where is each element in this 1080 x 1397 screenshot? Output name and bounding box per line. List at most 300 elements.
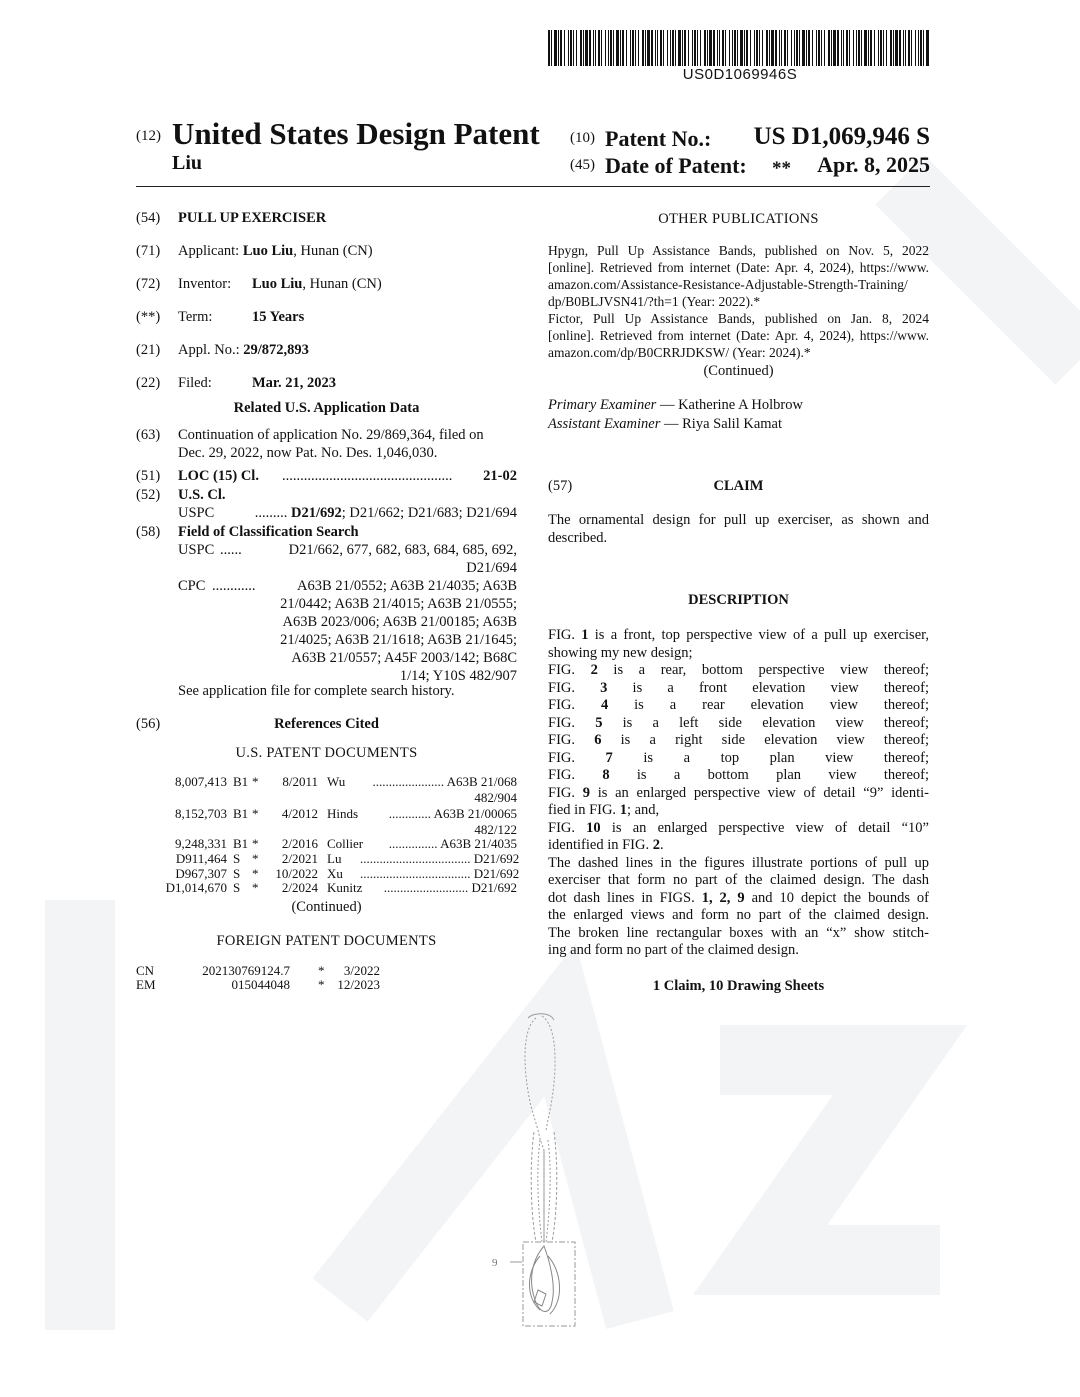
inid-code-10: (10)	[570, 130, 595, 146]
ref-name: Xu	[327, 866, 343, 881]
figure-number: 6	[594, 732, 602, 748]
description-text-segment: ing and form no part of the claimed design.	[548, 942, 799, 958]
barcode-bar	[833, 30, 836, 66]
inid-code-52: (52)	[136, 487, 161, 503]
barcode-bar	[613, 30, 614, 66]
foreign-number: 015044048	[231, 977, 290, 992]
ref-number: D1,014,670	[165, 880, 227, 895]
barcode-bar	[740, 30, 743, 66]
barcode-bar	[893, 30, 894, 66]
description-text-segment: is an enlarged perspective view of detail “10”	[600, 819, 929, 836]
barcode-bar	[858, 30, 860, 66]
barcode-bar	[605, 30, 606, 66]
ref-name: Collier	[327, 836, 364, 851]
figure-number: 2	[590, 662, 598, 678]
field-of-search-label: Field of Classification Search	[178, 524, 359, 540]
barcode-bar	[856, 30, 857, 66]
application-number-field	[178, 341, 309, 359]
barcode-bar	[651, 30, 653, 66]
barcode-bar	[616, 30, 619, 66]
assistant-examiner-name: — Riya Salil Kamat	[660, 416, 782, 432]
publication-line: Hpygn, Pull Up Assistance Bands, published on Nov. 5, 2022	[548, 243, 929, 258]
barcode-bar	[595, 30, 596, 66]
barcode-bar	[704, 30, 706, 66]
term-label: Term:	[178, 309, 213, 325]
barcode-bar	[821, 30, 822, 66]
term-extension-marker: **	[772, 158, 791, 179]
primary-examiner-name: — Katherine A Holbrow	[656, 397, 803, 413]
ref-number: 8,007,413	[175, 774, 227, 789]
document-type: United States Design Patent	[172, 116, 540, 151]
barcode-bar	[766, 30, 768, 66]
description-line	[548, 697, 929, 715]
inid-code-54: (54)	[136, 210, 161, 226]
application-number-label: Appl. No.:	[178, 342, 240, 358]
description-text-segment: is a front elevation view thereof;	[607, 679, 929, 696]
description-text-segment: is a right side elevation view thereof;	[601, 732, 930, 748]
ref-leader-dots: ......................	[372, 774, 445, 789]
barcode-bar	[670, 30, 671, 66]
barcode-bar	[692, 30, 693, 66]
ref-secondary-class: 482/904	[474, 790, 517, 805]
barcode-bar	[593, 30, 594, 66]
ref-secondary-class: 482/122	[474, 822, 517, 837]
barcode-bar	[734, 30, 736, 66]
description-text-segment: FIG.	[548, 697, 601, 713]
barcode-bar	[870, 30, 872, 66]
inid-code-51: (51)	[136, 468, 161, 484]
barcode-bar	[926, 30, 929, 66]
barcode-bar	[864, 30, 867, 66]
barcode-bar	[548, 30, 550, 66]
figure-number: 1	[581, 627, 589, 643]
representative-drawing	[480, 1010, 610, 1330]
description-heading: DESCRIPTION	[688, 592, 789, 608]
foreign-patent-documents-heading: FOREIGN PATENT DOCUMENTS	[216, 933, 437, 949]
inventor-surname: Liu	[172, 152, 203, 174]
barcode-bar	[585, 30, 588, 66]
us-classification-label: U.S. Cl.	[178, 487, 226, 503]
cpc-label: CPC	[178, 578, 206, 594]
barcode-bar	[729, 30, 730, 66]
barcode-bar	[608, 30, 609, 66]
barcode-bar	[570, 30, 572, 66]
description-text-segment: FIG.	[548, 627, 582, 643]
foreign-country: CN	[136, 963, 155, 978]
barcode-bar	[684, 30, 686, 66]
applicant-location: , Hunan (CN)	[293, 243, 373, 259]
claim-text-line-2: described.	[548, 530, 608, 546]
claims-summary: 1 Claim, 10 Drawing Sheets	[652, 978, 825, 994]
barcode-bar	[598, 30, 600, 66]
ref-class-value: A63B 21/4035	[440, 836, 517, 851]
ref-kind: B1	[233, 836, 249, 851]
barcode-bar	[878, 30, 879, 66]
primary-examiner-label: Primary Examiner	[548, 397, 657, 413]
barcode-bar	[709, 30, 712, 66]
barcode-bar	[725, 30, 726, 66]
description-line	[548, 750, 929, 768]
description-line	[548, 767, 929, 785]
inid-code-21: (21)	[136, 342, 161, 358]
ref-leader-dots: ..........................	[383, 880, 469, 895]
ref-date: 10/2022	[275, 866, 318, 881]
ref-class-value: A63B 21/068	[446, 774, 517, 789]
inid-code-57: (57)	[548, 478, 573, 494]
ref-star: *	[252, 806, 259, 821]
description-text-segment: FIG.	[548, 714, 596, 731]
ref-classification	[360, 851, 520, 866]
inid-code-56: (56)	[136, 716, 161, 732]
barcode-bar	[754, 30, 755, 66]
related-data-heading: Related U.S. Application Data	[233, 400, 420, 416]
uspc-leader-dots: .........	[254, 505, 288, 521]
barcode-bar	[837, 30, 839, 66]
ref-kind: S	[233, 866, 241, 881]
barcode-bar	[762, 30, 763, 66]
description-line	[548, 855, 929, 873]
cpc-line: A63B 2023/006; A63B 21/00185; A63B	[282, 614, 517, 630]
description-line	[548, 802, 929, 820]
uspc-classes	[215, 504, 517, 522]
ref-classification	[360, 836, 517, 851]
barcode-bar	[874, 30, 875, 66]
barcode-bar	[903, 30, 904, 66]
barcode-bar	[784, 30, 786, 66]
figure-number: 1	[619, 802, 627, 818]
barcode-bar	[775, 30, 777, 66]
description-text-segment: is an enlarged perspective view of detail “9” identi-	[589, 784, 929, 801]
barcode-bar	[620, 30, 621, 66]
us-patent-documents-heading: U.S. PATENT DOCUMENTS	[235, 745, 418, 761]
barcode-bar	[849, 30, 850, 66]
us-references-continued: (Continued)	[291, 899, 362, 915]
ref-star: *	[252, 880, 259, 895]
ref-star: *	[252, 836, 259, 851]
loc-classification-value: 21-02	[483, 468, 517, 484]
barcode-bar	[707, 30, 708, 66]
description-line	[548, 715, 929, 733]
description-text-segment: The broken line rectangular boxes with an “x” show stitch-	[548, 924, 929, 941]
figure-number: 4	[600, 697, 609, 713]
description-text-segment: exerciser that form no part of the claimed design. The dash	[548, 872, 929, 888]
description-text-segment: is a bottom plan view thereof;	[609, 767, 929, 783]
filed-label: Filed:	[178, 375, 212, 391]
barcode-bar	[796, 30, 798, 66]
uspc-main-class: D21/692	[291, 505, 342, 521]
filed-date: Mar. 21, 2023	[252, 375, 337, 391]
barcode-bar	[573, 30, 574, 66]
assistant-examiner	[548, 415, 782, 433]
applicant-label: Applicant:	[178, 243, 240, 259]
barcode-bar	[660, 30, 662, 66]
ref-date: 2/2024	[281, 880, 318, 895]
inid-code-12: (12)	[136, 128, 161, 144]
description-text-segment: is a rear elevation view thereof;	[608, 697, 929, 713]
description-text-segment: showing my new design;	[548, 644, 693, 661]
continuation-line-1: Continuation of application No. 29/869,364, filed on	[178, 427, 484, 443]
cpc-leader-dots: ............	[212, 578, 256, 594]
ref-number: D911,464	[175, 851, 227, 866]
barcode-bar	[791, 30, 792, 66]
ref-leader-dots: ...............	[388, 836, 438, 851]
barcode-bar	[895, 30, 898, 66]
ref-kind: S	[233, 880, 241, 895]
ref-class-value: D21/692	[473, 866, 520, 881]
ref-date: 2/2021	[281, 851, 318, 866]
description-line	[548, 925, 929, 943]
barcode-bar	[622, 30, 624, 66]
search-uspc-label: USPC	[178, 542, 215, 558]
barcode-bar	[655, 30, 656, 66]
assistant-examiner-label: Assistant Examiner	[548, 416, 661, 432]
barcode-bar	[802, 30, 805, 66]
barcode-bar	[564, 30, 565, 66]
barcode-bar	[610, 30, 612, 66]
barcode-bar	[722, 30, 724, 66]
term-code: (**)	[136, 309, 161, 325]
barcode-bar	[781, 30, 782, 66]
barcode-bar	[918, 30, 919, 66]
barcode-bar	[799, 30, 800, 66]
description-text-segment: dot dash lines in FIGS.	[548, 889, 702, 906]
description-line	[548, 890, 929, 908]
application-number: 29/872,893	[243, 342, 309, 358]
claim-text-line-1: The ornamental design for pull up exerciser, as shown and	[548, 512, 929, 528]
barcode-bar	[688, 30, 689, 66]
description-line	[548, 942, 929, 960]
foreign-country: EM	[136, 977, 156, 992]
barcode-bar	[589, 30, 591, 66]
description-line	[548, 872, 929, 890]
inventor-name: Luo Liu	[252, 276, 303, 292]
description-text-segment: the enlarged views and form no part of the claimed design.	[548, 907, 929, 923]
ref-kind: B1	[233, 774, 249, 789]
description-text-segment: is a left side elevation view thereof;	[602, 714, 929, 731]
barcode-bar	[645, 30, 646, 66]
barcode-bar	[828, 30, 830, 66]
barcode-bar	[853, 30, 854, 66]
barcode-bar	[697, 30, 698, 66]
barcode-bar	[551, 30, 552, 66]
description-text-segment: FIG.	[548, 819, 587, 836]
loc-leader-dots: ...............................................	[282, 468, 453, 484]
figure-number: 3	[600, 679, 608, 696]
inid-code-45: (45)	[570, 157, 595, 173]
patent-title: PULL UP EXERCISER	[178, 210, 327, 226]
uspc-label: USPC	[178, 505, 215, 521]
foreign-number: 202130769124.7	[202, 963, 290, 978]
barcode-bar	[908, 30, 910, 66]
barcode-bar	[642, 30, 644, 66]
header-divider	[136, 186, 930, 187]
description-line	[548, 820, 929, 838]
primary-examiner	[548, 396, 803, 414]
detail-9-label: 9	[492, 1257, 498, 1269]
barcode-bar	[841, 30, 842, 66]
barcode-bar	[719, 30, 720, 66]
barcode-bar	[558, 30, 559, 66]
barcode-bar	[576, 30, 577, 66]
barcode-bar	[824, 30, 825, 66]
cpc-line: 1/14; Y10S 482/907	[399, 668, 517, 684]
barcode-bar	[717, 30, 718, 66]
ref-class-value: D21/692	[473, 851, 520, 866]
barcode-bar	[560, 30, 562, 66]
barcode-bar	[911, 30, 912, 66]
barcode-bar	[744, 30, 745, 66]
patent-number-label: Patent No.:	[605, 126, 712, 151]
barcode-bar	[846, 30, 848, 66]
publication-line: [online]. Retrieved from internet (Date: Apr. 4, 2024), https://www.	[548, 260, 929, 275]
cpc-classes	[248, 577, 517, 685]
search-uspc-dots: ......	[220, 542, 242, 558]
ref-class-value: A63B 21/00065	[433, 806, 517, 821]
barcode-bar	[816, 30, 817, 66]
description-line	[548, 837, 929, 855]
foreign-star: *	[318, 977, 325, 992]
barcode-bar	[657, 30, 658, 66]
ref-classification	[360, 774, 517, 789]
description-line	[548, 680, 929, 698]
barcode-bar	[831, 30, 832, 66]
description-text-segment: FIG.	[548, 662, 591, 678]
barcode-bar	[923, 30, 924, 66]
barcode-bar	[647, 30, 650, 66]
figure-number: 7	[605, 749, 613, 766]
applicant-name: Luo Liu	[242, 243, 294, 259]
barcode-bar	[630, 30, 631, 66]
barcode-bar	[638, 30, 639, 66]
barcode-bar	[672, 30, 674, 66]
barcode-bar	[880, 30, 882, 66]
figure-number: 9	[582, 784, 590, 801]
other-publications-list	[548, 242, 929, 361]
description-line	[548, 732, 929, 750]
description-text-segment: ; and,	[626, 802, 660, 818]
barcode-bar	[868, 30, 869, 66]
publication-line: Fictor, Pull Up Assistance Bands, published on Jan. 8, 2024	[548, 311, 929, 326]
barcode-bar	[843, 30, 844, 66]
barcode-bar	[583, 30, 584, 66]
figure-number: 8	[602, 767, 610, 783]
ref-number: D967,307	[175, 866, 227, 881]
search-uspc-line-2: D21/694	[466, 560, 517, 576]
description-text-segment: identified in FIG.	[548, 837, 653, 853]
ref-number: 8,152,703	[175, 806, 227, 821]
ref-classification	[360, 806, 517, 821]
publication-line: [online]. Retrieved from internet (Date: Apr. 4, 2024), https://www.	[548, 328, 929, 343]
barcode-bar	[746, 30, 748, 66]
description-text-segment: fied in FIG.	[548, 802, 620, 818]
barcode-bar	[915, 30, 916, 66]
description-text-segment: FIG.	[548, 767, 603, 783]
figure-number: 5	[595, 714, 603, 731]
ref-star: *	[252, 851, 259, 866]
patent-number: US D1,069,946 S	[753, 123, 930, 150]
barcode-bar	[554, 30, 557, 66]
barcode-bar	[632, 30, 634, 66]
description-line	[548, 662, 929, 680]
barcode-bar	[890, 30, 892, 66]
ref-leader-dots: ..................................	[360, 866, 471, 881]
other-publications-heading: OTHER PUBLICATIONS	[658, 211, 819, 227]
barcode-bar	[601, 30, 602, 66]
barcode-bar	[700, 30, 701, 66]
barcode-bar	[694, 30, 696, 66]
barcode-bar	[899, 30, 901, 66]
foreign-date: 12/2023	[337, 977, 380, 992]
description-text-segment: FIG.	[548, 679, 601, 696]
publication-line: dp/B0BLJVSN41/?th=1 (Year: 2022).*	[548, 294, 761, 309]
ref-number: 9,248,331	[175, 836, 227, 851]
barcode-bar	[886, 30, 887, 66]
inventor-location: , Hunan (CN)	[302, 276, 382, 292]
barcode-bar	[737, 30, 738, 66]
barcode-bar	[626, 30, 627, 66]
inid-code-63: (63)	[136, 427, 161, 443]
cpc-line: 21/4025; A63B 21/1618; A63B 21/1645;	[280, 632, 517, 648]
publication-line: amazon.com/Assistance-Resistance-Adjustable-Strength-Training/	[548, 277, 908, 292]
barcode-bar	[678, 30, 681, 66]
description-line	[548, 907, 929, 925]
barcode-bar	[861, 30, 862, 66]
ref-name: Kunitz	[327, 880, 363, 895]
inventor-field	[252, 275, 382, 293]
barcode-bar	[580, 30, 582, 66]
ref-leader-dots: .............	[388, 806, 432, 821]
description-line	[548, 627, 929, 645]
barcode-bar	[713, 30, 715, 66]
barcode-bar	[769, 30, 770, 66]
inventor-label: Inventor:	[178, 276, 232, 292]
continuation-line-2: Dec. 29, 2022, now Pat. No. Des. 1,046,030.	[178, 445, 438, 461]
inid-code-72: (72)	[136, 276, 161, 292]
publications-continued: (Continued)	[703, 363, 774, 379]
see-application-file: See application file for complete search history.	[178, 683, 455, 699]
barcode-bar	[779, 30, 780, 66]
ref-name: Wu	[327, 774, 346, 789]
ref-leader-dots: ..................................	[360, 851, 471, 866]
figure-number: 1, 2, 9	[701, 889, 745, 906]
barcode	[548, 30, 932, 66]
date-of-patent: Apr. 8, 2025	[817, 152, 930, 177]
ref-classification	[360, 866, 520, 881]
barcode-bar	[794, 30, 795, 66]
loc-classification-label: LOC (15) Cl.	[178, 468, 259, 484]
description-text-segment: The dashed lines in the figures illustrate portions of pull up	[548, 854, 929, 871]
figure-number: 2	[652, 837, 660, 853]
figure-number: 10	[586, 819, 601, 836]
barcode-bar	[675, 30, 676, 66]
ref-class-value: D21/692	[471, 880, 517, 895]
foreign-date: 3/2022	[343, 963, 380, 978]
barcode-bar	[920, 30, 922, 66]
ref-date: 4/2012	[281, 806, 318, 821]
ref-date: 2/2016	[281, 836, 318, 851]
description-text-segment: FIG.	[548, 732, 595, 748]
description-text-segment: and 10 depict the bounds of	[744, 889, 930, 906]
ref-name: Hinds	[327, 806, 359, 821]
description-text-segment: .	[659, 837, 664, 853]
barcode-bar	[682, 30, 683, 66]
description-text-segment: FIG.	[548, 784, 583, 801]
barcode-bar	[787, 30, 788, 66]
barcode-bar	[568, 30, 569, 66]
barcode-bar	[635, 30, 636, 66]
inid-code-71: (71)	[136, 243, 161, 259]
publication-line: amazon.com/dp/B0CRRJDKSW/ (Year: 2024).*	[548, 345, 811, 360]
